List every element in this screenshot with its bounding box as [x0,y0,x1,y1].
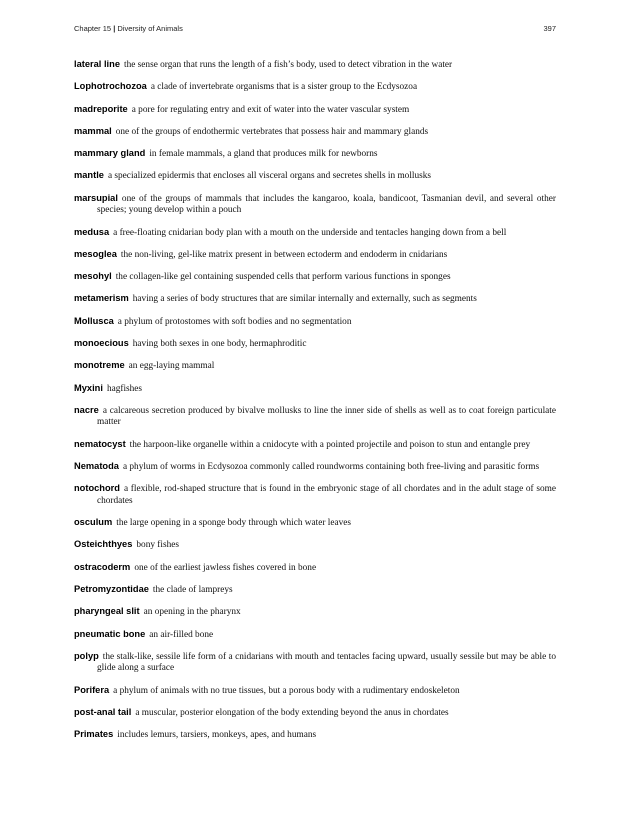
glossary-entry [74,584,556,597]
glossary-definition: one of the groups of mammals that includes the kangaroo, koala, bandicoot, Tasmanian devil, and several other species; young develop within a pouch [97,193,556,216]
glossary-term: notochord [74,483,120,494]
glossary-entry [74,193,556,217]
glossary-definition: the stalk-like, sessile life form of a cnidarians with mouth and tentacles facing upward, usually sessile but may be able to glide along a surface [97,651,556,674]
glossary-definition: a clade of invertebrate organisms that is a sister group to the Ecdysozoa [150,82,418,93]
glossary-term: osculum [74,517,113,528]
glossary-entry [74,81,556,94]
glossary-definition: includes lemurs, tarsiers, monkeys, apes, and humans [117,730,317,741]
glossary-entry [74,517,556,530]
glossary-entry [74,383,556,396]
glossary-definition: a free-floating cnidarian body plan with a mouth on the underside and tentacles hanging down from a bell [113,227,507,238]
glossary-term: pharyngeal slit [74,606,140,617]
glossary-definition: having both sexes in one body, hermaphroditic [132,338,307,349]
glossary-definition: a specialized epidermis that encloses all visceral organs and secretes shells in mollusks [107,171,432,182]
glossary-term: pneumatic bone [74,628,146,639]
glossary-term: Osteichthyes [74,539,133,550]
glossary-entry [74,439,556,452]
glossary-definition: an egg-laying mammal [128,361,215,372]
glossary-term: monoecious [74,337,129,348]
chapter-title: Diversity of Animals [117,24,183,33]
glossary-entry [74,360,556,373]
glossary-entry [74,148,556,161]
glossary-term: Primates [74,729,114,740]
glossary-term: nacre [74,404,99,415]
glossary-definition: having a series of body structures that are similar internally and externally, such as segments [132,294,477,305]
glossary-entry [74,170,556,183]
glossary-entry [74,685,556,698]
glossary-entry [74,293,556,306]
glossary-entry [74,249,556,262]
glossary-entry [74,126,556,139]
glossary-entry [74,316,556,329]
glossary-entry [74,562,556,575]
glossary-definition: the non-living, gel-like matrix present in between ectoderm and endoderm in cnidarians [120,249,448,260]
glossary-entry [74,227,556,240]
glossary-term: madreporite [74,103,128,114]
glossary-entry [74,338,556,351]
glossary-entry [74,104,556,117]
glossary-definition: one of the groups of endothermic vertebrates that possess hair and mammary glands [115,126,429,137]
glossary-definition: one of the earliest jawless fishes covered in bone [134,562,317,573]
glossary-term: Lophotrochozoa [74,81,147,92]
glossary-term: nematocyst [74,438,126,449]
glossary-term: Myxini [74,382,103,393]
glossary-definition: bony fishes [136,540,179,551]
glossary-definition: an air-filled bone [149,629,214,640]
glossary-definition: the sense organ that runs the length of a fish’s body, used to detect vibration in the water [124,60,453,70]
glossary-term: mesohyl [74,271,112,282]
glossary-term: mammary gland [74,148,146,159]
glossary-definition: a muscular, posterior elongation of the body extending beyond the anus in chordates [135,707,449,718]
glossary-definition: a flexible, rod-shaped structure that is found in the embryonic stage of all chordates and in the adult stage of some chordates [97,484,556,506]
glossary-definition: a phylum of protostomes with soft bodies and no segmentation [117,316,352,327]
glossary-term: lateral line [74,59,120,69]
glossary-term: Mollusca [74,315,114,326]
glossary-term: polyp [74,650,99,661]
glossary-term: post-anal tail [74,706,132,717]
glossary-entry [74,707,556,720]
glossary-term: marsupial [74,192,118,203]
glossary-term: mesoglea [74,248,117,259]
glossary-term: monotreme [74,360,125,371]
glossary-definition: the harpoon-like organelle within a cnidocyte with a pointed projectile and poison to stun and entangle prey [129,439,531,450]
glossary-term: ostracoderm [74,561,131,572]
glossary-definition: a pore for regulating entry and exit of water into the water vascular system [131,104,410,115]
glossary-term: mammal [74,125,112,136]
glossary-definition: the large opening in a sponge body through which water leaves [116,518,352,529]
running-head [74,24,183,33]
glossary-term: Petromyzontidae [74,583,149,594]
glossary-term: metamerism [74,293,129,304]
glossary-entry [74,539,556,552]
page-number: 397 [543,24,556,33]
glossary-definition: the clade of lampreys [152,584,233,595]
glossary-entry [74,271,556,284]
glossary-entry [74,651,556,675]
glossary-entry [74,59,556,72]
page-header [74,24,556,36]
glossary-entry [74,606,556,619]
glossary-entry [74,461,556,474]
glossary-definition: hagfishes [106,383,143,394]
glossary-definition: a phylum of worms in Ecdysozoa commonly called roundworms containing both free-living and parasitic forms [122,461,540,472]
glossary-entry [74,729,556,742]
glossary-term: Porifera [74,684,110,695]
glossary-definition: in female mammals, a gland that produces milk for newborns [149,149,378,160]
glossary-entry [74,483,556,507]
header-separator: | [113,24,116,33]
glossary-term: medusa [74,226,110,237]
glossary-entry [74,629,556,642]
glossary-term: mantle [74,170,104,181]
glossary-definition: the collagen-like gel containing suspended cells that perform various functions in sponges [115,272,451,283]
glossary-list [74,59,556,752]
glossary-definition: a calcareous secretion produced by bivalve mollusks to line the inner side of shells as well as to coat foreign particulate matter [97,405,556,428]
glossary-definition: a phylum of animals with no true tissues, but a porous body with a rudimentary endoskeleton [113,685,460,696]
glossary-definition: an opening in the pharynx [143,607,241,618]
glossary-entry [74,405,556,429]
chapter-label: Chapter 15 [74,24,112,33]
glossary-term: Nematoda [74,460,119,471]
